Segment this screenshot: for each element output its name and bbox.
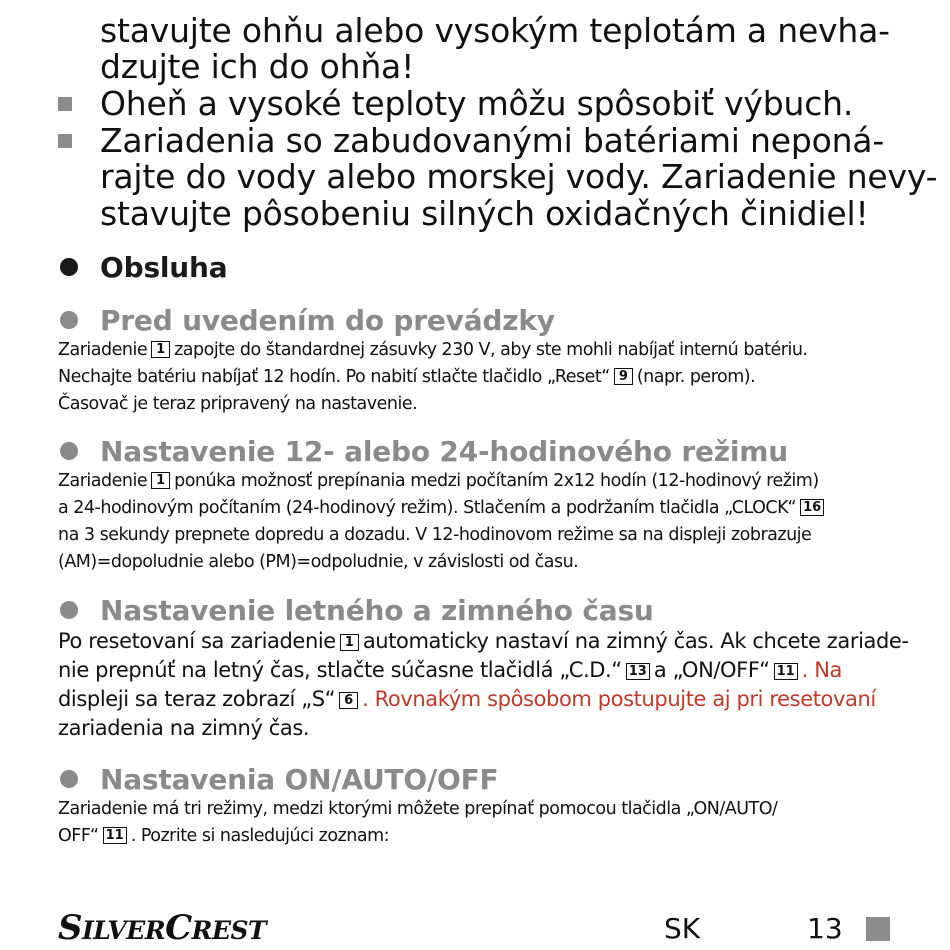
circle-bullet-icon: [60, 311, 78, 329]
language-code: SK: [664, 912, 701, 945]
part-number-badge: 11: [103, 827, 127, 844]
intro-line-2: dzujte ich do ohňa!: [100, 47, 415, 86]
square-bullet-icon: [58, 97, 72, 111]
circle-bullet-icon: [60, 258, 78, 276]
section-3-body: [58, 627, 909, 743]
text-line: zariadenia na zimný čas.: [58, 716, 310, 740]
square-bullet-icon: [58, 134, 72, 148]
page-marker-square-icon: [866, 917, 890, 941]
circle-bullet-icon: [60, 442, 78, 460]
section-heading-obsluha: [60, 250, 227, 284]
part-number-badge: 9: [614, 368, 633, 385]
circle-bullet-icon: [60, 770, 78, 788]
part-number-badge: 1: [151, 472, 170, 489]
section-title: Obsluha: [100, 250, 228, 284]
section-1-body: [58, 337, 808, 418]
section-heading-letny-zimny-cas: [60, 593, 654, 627]
text-line: (AM)=dopoludnie alebo (PM)=odpoludnie, v závislosti od času.: [58, 552, 579, 572]
text-line: Zariadenie 1 zapojte do štandardnej zásuvky 230 V, aby ste mohli nabíjať internú batériu.: [58, 340, 808, 360]
part-number-badge: 1: [151, 341, 170, 358]
circle-bullet-icon: [60, 601, 78, 619]
section-title: Nastavenia ON/AUTO/OFF: [100, 762, 499, 796]
bullet-2-line-1: Zariadenia so zabudovanými batériami neponá-: [100, 121, 885, 160]
section-title: Nastavenie letného a zimného času: [100, 593, 654, 627]
text-line: Po resetovaní sa zariadenie 1 automaticky nastaví na zimný čas. Ak chcete zariade-: [58, 629, 909, 653]
section-4-body: [58, 796, 777, 850]
part-number-badge: 6: [339, 692, 358, 709]
part-number-badge: 13: [626, 663, 650, 680]
text-line: nie prepnúť na letný čas, stlačte súčasne tlačidlá „C.D.“ 13 a „ON/OFF“ 11 . Na: [58, 658, 842, 682]
text-line: na 3 sekundy prepnete dopredu a dozadu. V 12-hodinovom režime sa na displeji zobrazuje: [58, 525, 812, 545]
page-number: 13: [807, 912, 843, 945]
text-line: Časovač je teraz pripravený na nastavenie.: [58, 394, 418, 414]
section-heading-on-auto-off: [60, 762, 498, 796]
section-heading-12-24-rezim: [60, 434, 788, 468]
bullet-2-line-3: stavujte pôsobeniu silných oxidačných činidiel!: [100, 194, 869, 233]
section-heading-pred-uvedenim: [60, 303, 555, 337]
text-line: OFF“ 11 . Pozrite si nasledujúci zoznam:: [58, 826, 390, 846]
silvercrest-logo: SILVERCREST: [58, 908, 267, 948]
text-line: a 24-hodinovým počítaním (24-hodinový režim). Stlačením a podržaním tlačidla „CLOCK“ 16: [58, 495, 828, 522]
text-line: Nechajte batériu nabíjať 12 hodín. Po nabití stlačte tlačidlo „Reset“ 9 (napr. perom).: [58, 367, 756, 387]
text-line: Zariadenie 1 ponúka možnosť prepínania medzi počítaním 2x12 hodín (12-hodinový režim): [58, 471, 819, 491]
section-2-body: [58, 468, 828, 576]
intro-line-1: stavujte ohňu alebo vysokým teplotám a nevha-: [100, 11, 890, 50]
text-line: displeji sa teraz zobrazí „S“ 6 . Rovnakým spôsobom postupujte aj pri resetovaní: [58, 687, 876, 711]
section-title: Pred uvedením do prevádzky: [100, 303, 555, 337]
bullet-2-line-2: rajte do vody alebo morskej vody. Zariadenie nevy-: [100, 157, 938, 196]
part-number-badge: 11: [774, 663, 798, 680]
text-line: Zariadenie má tri režimy, medzi ktorými môžete prepínať pomocou tlačidla „ON/AUTO/: [58, 799, 778, 819]
bullet-1-line-1: Oheň a vysoké teploty môžu spôsobiť výbuch.: [100, 84, 854, 123]
section-title: Nastavenie 12- alebo 24-hodinového režimu: [100, 434, 788, 468]
part-number-badge: 16: [800, 499, 824, 516]
part-number-badge: 1: [340, 634, 359, 651]
